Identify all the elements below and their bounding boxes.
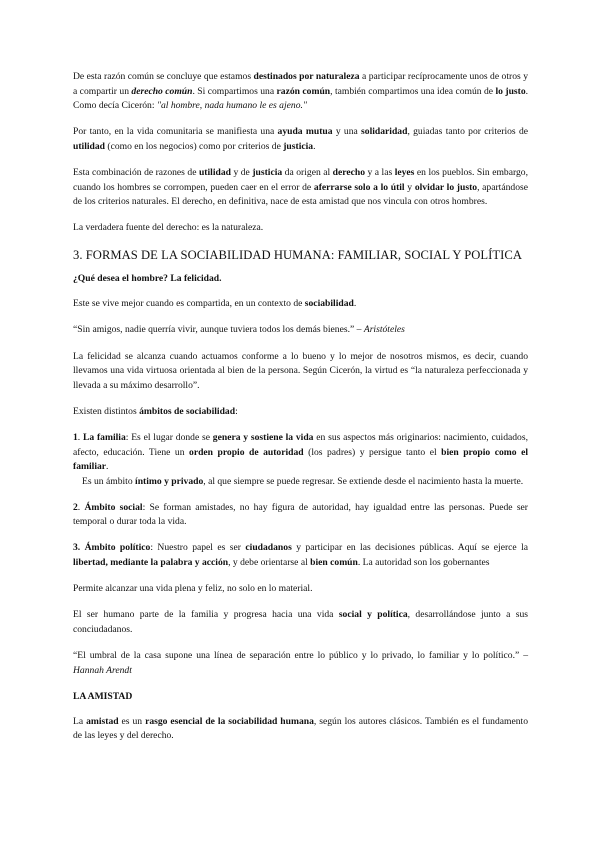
text-run: derecho común xyxy=(131,85,193,97)
text-run: ámbitos de sociabilidad xyxy=(139,405,236,417)
paragraph-p15 xyxy=(73,649,528,678)
text-run: De esta razón común se concluye que estamos xyxy=(73,71,254,82)
text-run: , también compartimos una idea común de xyxy=(330,85,496,97)
text-run: Aristóteles xyxy=(363,324,405,336)
text-run: 3. Ámbito político xyxy=(73,542,151,554)
paragraph-p8 xyxy=(73,405,528,420)
paragraph-p9 xyxy=(73,431,528,475)
text-run: . xyxy=(77,501,85,513)
text-run: íntimo y privado xyxy=(135,475,204,487)
text-run: Es un ámbito xyxy=(82,475,136,487)
paragraph-p13 xyxy=(73,582,528,597)
text-run: da origen al xyxy=(282,166,333,178)
subheading-friendship: LA AMISTAD xyxy=(73,690,133,702)
text-run: leyes xyxy=(394,166,415,178)
paragraph-p3 xyxy=(73,166,528,210)
paragraph-p5 xyxy=(73,297,528,312)
text-run: en sus aspectos más originarios: nacimiento, cuidados, afecto, educación. Tiene un xyxy=(73,431,528,458)
text-run: amistad xyxy=(86,715,119,727)
text-run: . xyxy=(313,140,316,152)
text-run: Hannah Arendt xyxy=(73,664,132,676)
text-run: aferrarse solo a lo útil xyxy=(313,181,405,193)
text-run: : Se forman amistades, no hay figura de autoridad, hay igualdad entre las personas. Puede ser temporal o durar toda la vida. xyxy=(73,501,529,528)
text-run: y participar en las decisiones públicas. Aquí se ejerce la xyxy=(291,542,528,554)
text-run: derecho xyxy=(332,166,365,178)
text-run: bien común xyxy=(310,557,358,569)
text-run: en los pueblos. Sin embargo, cuando los hombres se corrompen, pueden caer en el error de xyxy=(73,166,528,193)
text-run: La felicidad se alcanza cuando actuamos conforme a lo bueno y lo mejor de nosotros mismos, es decir, cuando llevamos una vida virtuosa orientada al bien de la persona. Según Cicerón, la virtud es “la naturaleza perfeccionada y llevada a su máximo desarrollo”. xyxy=(73,350,528,391)
text-run: El ser humano parte de la familia y progresa hacia una vida xyxy=(73,609,339,621)
text-run: ayuda mutua xyxy=(277,126,333,138)
text-run: : xyxy=(235,405,238,417)
paragraph-p6 xyxy=(73,323,528,338)
text-run: Por tanto, en la vida comunitaria se manifiesta una xyxy=(73,126,278,138)
paragraph-p11 xyxy=(73,501,528,530)
text-run: , guiadas tanto por criterios de xyxy=(407,126,528,138)
text-run: : Nuestro papel es ser xyxy=(150,542,246,554)
text-run: olvidar lo justo xyxy=(414,181,478,193)
friendship-paragraphs xyxy=(73,715,528,744)
text-run: justicia xyxy=(283,140,314,152)
text-run: Permite alcanzar una vida plena y feliz, no solo en lo material. xyxy=(73,583,313,595)
text-run: , según los autores clásicos. También es el fundamento de las leyes y del derecho. xyxy=(73,715,528,742)
text-run: y xyxy=(404,181,415,193)
text-run: . Como decía Cicerón: xyxy=(73,85,529,112)
text-run: y a las xyxy=(365,166,395,178)
section-heading: 3. FORMAS DE LA SOCIABILIDAD HUMANA: FAMILIAR, SOCIAL Y POLÍTICA xyxy=(73,248,523,263)
text-run: (como en los negocios) como por criterios de xyxy=(105,140,284,152)
text-run: : Es el lugar donde se xyxy=(125,431,213,443)
subheading-happiness: ¿Qué desea el hombre? La felicidad. xyxy=(73,273,222,285)
text-run: solidaridad xyxy=(361,126,408,138)
text-run: 1 xyxy=(73,431,78,443)
sociability-paragraphs xyxy=(73,297,528,678)
text-run: . Si compartimos una xyxy=(192,85,277,97)
text-run: y de xyxy=(230,166,253,178)
text-run: La verdadera fuente del derecho: es la naturaleza. xyxy=(73,222,264,234)
text-run: destinados por naturaleza xyxy=(253,71,360,82)
text-run: . xyxy=(77,431,83,443)
paragraph-p4 xyxy=(73,221,528,236)
text-run: , apartándose de los criterios naturales. El derecho, en definitiva, nace de esta amistad que nos vincula con otros hombres. xyxy=(73,181,528,208)
text-run: 2 xyxy=(73,501,78,513)
text-run: es un xyxy=(118,715,146,727)
text-run: “Sin amigos, nadie querría vivir, aunque tuviera todos los demás bienes.” – xyxy=(73,324,364,336)
text-run: Ámbito social xyxy=(84,501,143,513)
text-run: , al que siempre se puede regresar. Se extiende desde el nacimiento hasta la muerte. xyxy=(203,475,524,487)
text-run: , desarrollándose junto a sus conciudadanos. xyxy=(73,609,528,635)
paragraph-p7 xyxy=(73,350,528,394)
text-run: "al hombre, nada humano le es ajeno." xyxy=(156,100,307,112)
text-run: y una xyxy=(332,126,362,138)
text-run: (los padres) y persigue tanto el xyxy=(303,446,442,458)
text-run: Esta combinación de razones de xyxy=(73,166,199,178)
text-run: lo justo xyxy=(495,85,526,97)
text-run: justicia xyxy=(252,166,283,178)
text-run: ciudadanos xyxy=(245,542,292,554)
text-run: . xyxy=(106,461,109,473)
text-run: utilidad xyxy=(73,140,105,152)
text-run: “El umbral de la casa supone una línea de separación entre lo público y lo privado, lo familiar y lo político.” – xyxy=(73,649,528,661)
text-run: La familia xyxy=(82,431,126,443)
text-run: Existen distintos xyxy=(73,405,140,417)
text-run: utilidad xyxy=(198,166,231,178)
text-run: social y política xyxy=(338,609,408,621)
text-run: La xyxy=(73,715,87,727)
text-run: bien propio como el familiar xyxy=(73,446,528,473)
text-run: . La autoridad son los gobernantes xyxy=(357,557,490,569)
text-run: . xyxy=(353,298,357,310)
text-run: sociabilidad xyxy=(304,298,354,310)
paragraph-p14 xyxy=(73,608,528,637)
text-run: rasgo esencial de la sociabilidad humana xyxy=(145,715,314,727)
paragraph-p1 xyxy=(73,70,528,114)
paragraph-p2 xyxy=(73,125,528,154)
text-run: , y debe orientarse al xyxy=(228,557,311,569)
intro-paragraphs xyxy=(73,70,528,236)
paragraph-p10 xyxy=(73,475,528,490)
text-run: genera y sostiene la vida xyxy=(212,431,314,443)
text-run: a participar recíprocamente unos de otros y a compartir un xyxy=(73,71,528,97)
text-run: libertad, mediante la palabra y acción xyxy=(73,557,229,569)
text-run: orden propio de autoridad xyxy=(189,446,304,458)
text-run: Este se vive mejor cuando es compartida, en un contexto de xyxy=(73,298,305,310)
paragraph-p12 xyxy=(73,541,528,570)
paragraph-p16 xyxy=(73,715,528,744)
text-run: razón común xyxy=(276,85,331,97)
